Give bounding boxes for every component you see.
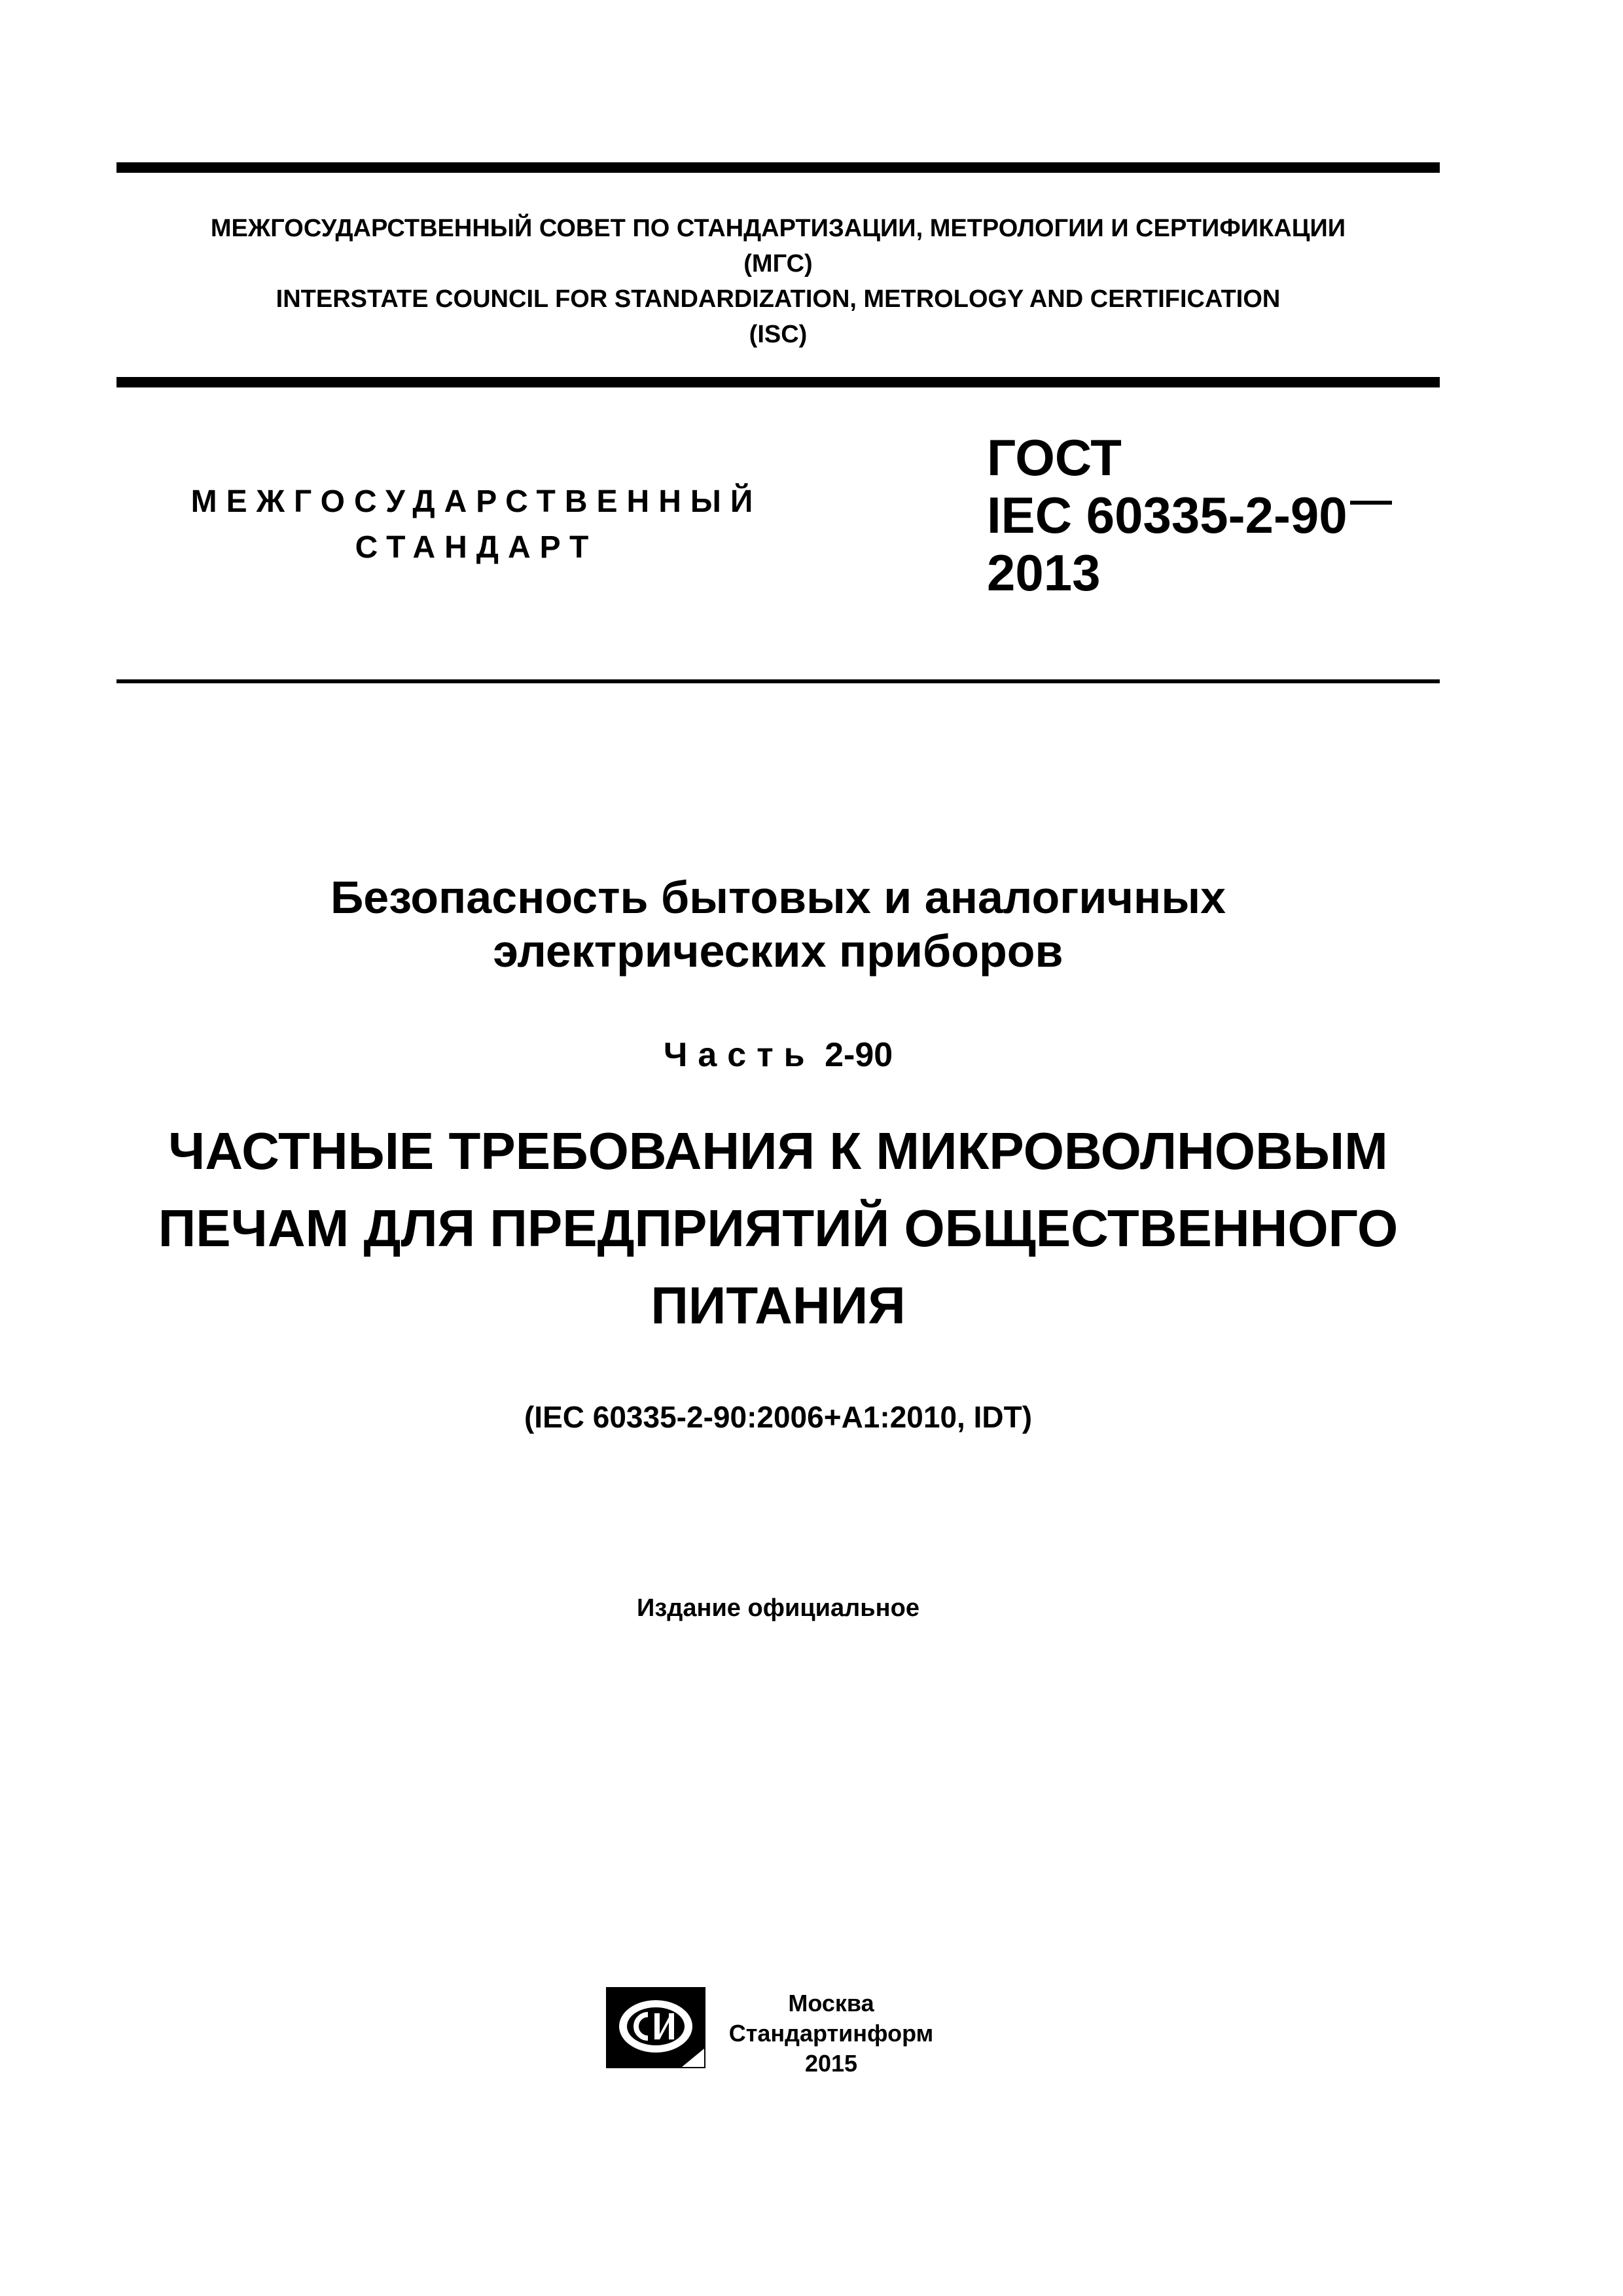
- subtitle-line1: ЧАСТНЫЕ ТРЕБОВАНИЯ К МИКРОВОЛНОВЫМ: [168, 1122, 1388, 1180]
- designation-dash: [1350, 501, 1392, 505]
- document-title: [116, 870, 1440, 978]
- iec-reference: (IEC 60335-2-90:2006+A1:2010, IDT): [524, 1400, 1033, 1434]
- title-line1: Безопасность бытовых и аналогичных: [330, 872, 1226, 923]
- designation-year: 2013: [987, 544, 1101, 601]
- part-number: 2-90: [825, 1036, 893, 1074]
- document-subtitle: [116, 1113, 1440, 1344]
- council-name-ru: МЕЖГОСУДАРСТВЕННЫЙ СОВЕТ ПО СТАНДАРТИЗАЦИИ, МЕТРОЛОГИИ И СЕРТИФИКАЦИИ: [210, 215, 1346, 242]
- edition-label: Издание официальное: [637, 1594, 919, 1622]
- publisher-year: 2015: [804, 2050, 858, 2077]
- part-word: Часть: [663, 1036, 815, 1074]
- council-name-en: INTERSTATE COUNCIL FOR STANDARDIZATION, METROLOGY AND CERTIFICATION: [276, 285, 1281, 313]
- part-label: [116, 1034, 1440, 1076]
- subtitle-line2: ПЕЧАМ ДЛЯ ПРЕДПРИЯТИЙ ОБЩЕСТВЕННОГО: [158, 1199, 1399, 1257]
- designation-number: IEC 60335-2-90: [987, 486, 1347, 544]
- standard-type-line1: МЕЖГОСУДАРСТВЕННЫЙ: [190, 484, 762, 519]
- subtitle-line3: ПИТАНИЯ: [651, 1276, 906, 1335]
- designation-rule: [116, 679, 1440, 683]
- standard-type: [116, 479, 836, 571]
- council-header: [116, 211, 1440, 352]
- designation-prefix: ГОСТ: [987, 429, 1122, 486]
- publisher-name: Стандартинформ: [728, 2020, 934, 2047]
- top-rule: [116, 162, 1440, 173]
- standard-type-line2: СТАНДАРТ: [355, 530, 598, 565]
- header-rule: [116, 377, 1440, 387]
- publisher-city: Москва: [788, 1990, 874, 2017]
- title-line2: электрических приборов: [493, 925, 1063, 977]
- publisher-imprint: [726, 1988, 936, 2079]
- standartinform-logo-icon: [605, 1986, 707, 2070]
- council-abbr-en: (ISC): [749, 321, 808, 348]
- council-abbr-ru: (МГС): [743, 250, 813, 278]
- standard-designation: [987, 429, 1392, 601]
